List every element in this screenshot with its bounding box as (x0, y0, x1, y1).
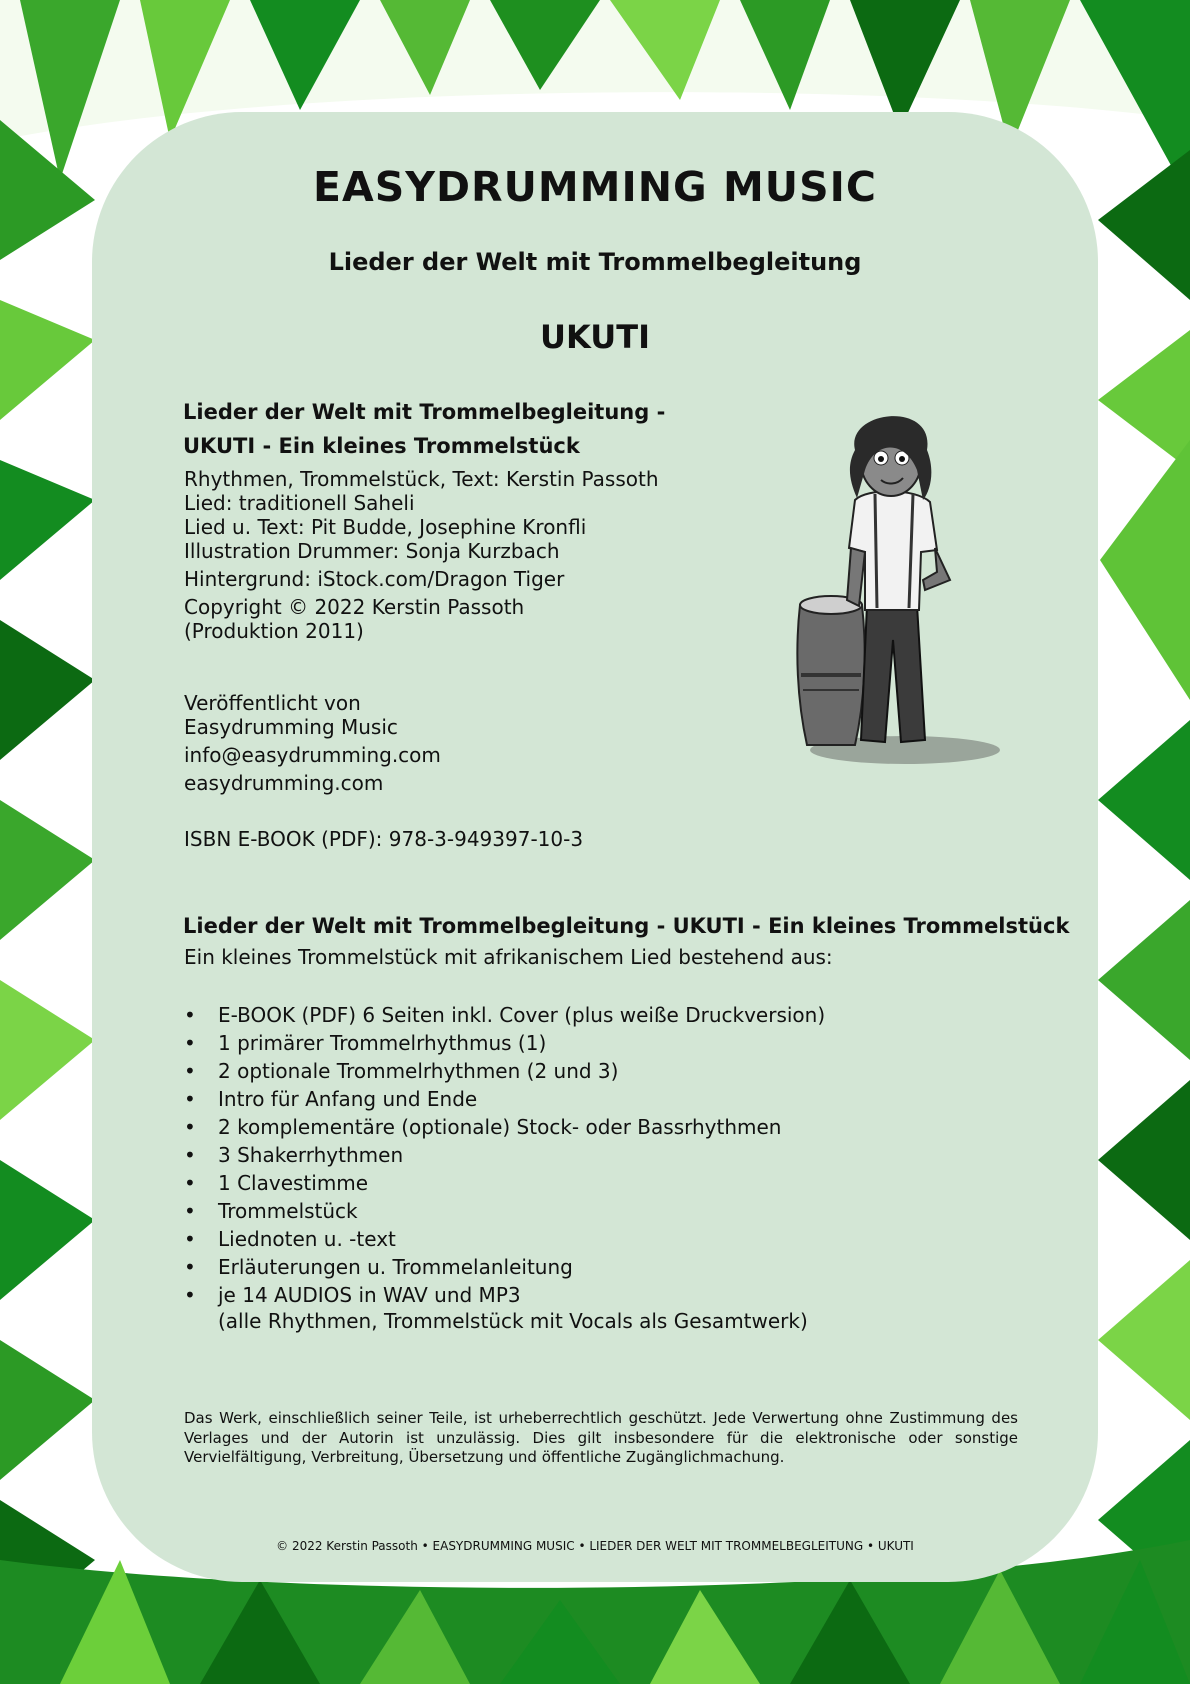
credit-line: Lied: traditionell Saheli (184, 491, 415, 515)
credit-line: Hintergrund: iStock.com/Dragon Tiger (184, 567, 565, 591)
list-item: • 1 primärer Trommelrhythmus (1) (184, 1029, 825, 1057)
list-item: • 2 optionale Trommelrhythmen (2 und 3) (184, 1057, 825, 1085)
page-footer: © 2022 Kerstin Passoth • EASYDRUMMING MUSIC • LIEDER DER WELT MIT TROMMELBEGLEITUNG • UKUTI (276, 1539, 914, 1553)
publisher-email-link[interactable]: info@easydrumming.com (184, 743, 441, 767)
list-item: • 1 Clavestimme (184, 1169, 825, 1197)
list-item: • Erläuterungen u. Trommelanleitung (184, 1253, 825, 1281)
publisher-website-link[interactable]: easydrumming.com (184, 771, 384, 795)
credit-line: Illustration Drummer: Sonja Kurzbach (184, 539, 560, 563)
credits-heading-line2: UKUTI - Ein kleines Trommelstück (183, 434, 580, 458)
description-heading: Lieder der Welt mit Trommelbegleitung - UKUTI - Ein kleines Trommelstück (183, 914, 1070, 938)
credit-line: (Produktion 2011) (184, 619, 364, 643)
conga-drum-icon (797, 596, 864, 745)
credits-heading-line1: Lieder der Welt mit Trommelbegleitung - (183, 400, 666, 424)
list-item: • Trommelstück (184, 1197, 825, 1225)
series-title: Lieder der Welt mit Trommelbegleitung (328, 248, 862, 276)
list-item: • 2 komplementäre (optionale) Stock- oder Bassrhythmen (184, 1113, 825, 1141)
list-item: • Liednoten u. -text (184, 1225, 825, 1253)
list-item: • Intro für Anfang und Ende (184, 1085, 825, 1113)
copyright-notice: Das Werk, einschließlich seiner Teile, ist urheberrechtlich geschützt. Jede Verwertung ohne Zustimmung des Verlages und der Autorin ist unzulässig. Dies gilt insbesondere für die elektronische oder sonstige Vervielfältigung, Verbreitung, Übersetzung und öffentliche Zugänglichmachung. (184, 1409, 1018, 1466)
credit-line: Lied u. Text: Pit Budde, Josephine Kronfli (184, 515, 587, 539)
feature-list (184, 1001, 825, 1309)
song-title: UKUTI (540, 318, 650, 356)
list-item: • E-BOOK (PDF) 6 Seiten inkl. Cover (plus weiße Druckversion) (184, 1001, 825, 1029)
list-item-note: (alle Rhythmen, Trommelstück mit Vocals als Gesamtwerk) (218, 1309, 808, 1333)
publisher-name: Easydrumming Music (184, 715, 398, 739)
isbn: ISBN E-BOOK (PDF): 978-3-949397-10-3 (184, 827, 584, 851)
publisher-line: Veröffentlicht von (184, 691, 361, 715)
credit-line: Rhythmen, Trommelstück, Text: Kerstin Passoth (184, 467, 659, 491)
credit-line: Copyright © 2022 Kerstin Passoth (184, 595, 525, 619)
list-item: • je 14 AUDIOS in WAV und MP3 (184, 1281, 825, 1309)
list-item: • 3 Shakerrhythmen (184, 1141, 825, 1169)
brand-title: EASYDRUMMING MUSIC (313, 163, 877, 211)
drummer-illustration (785, 410, 1005, 770)
description-intro: Ein kleines Trommelstück mit afrikanischem Lied bestehend aus: (184, 945, 833, 969)
